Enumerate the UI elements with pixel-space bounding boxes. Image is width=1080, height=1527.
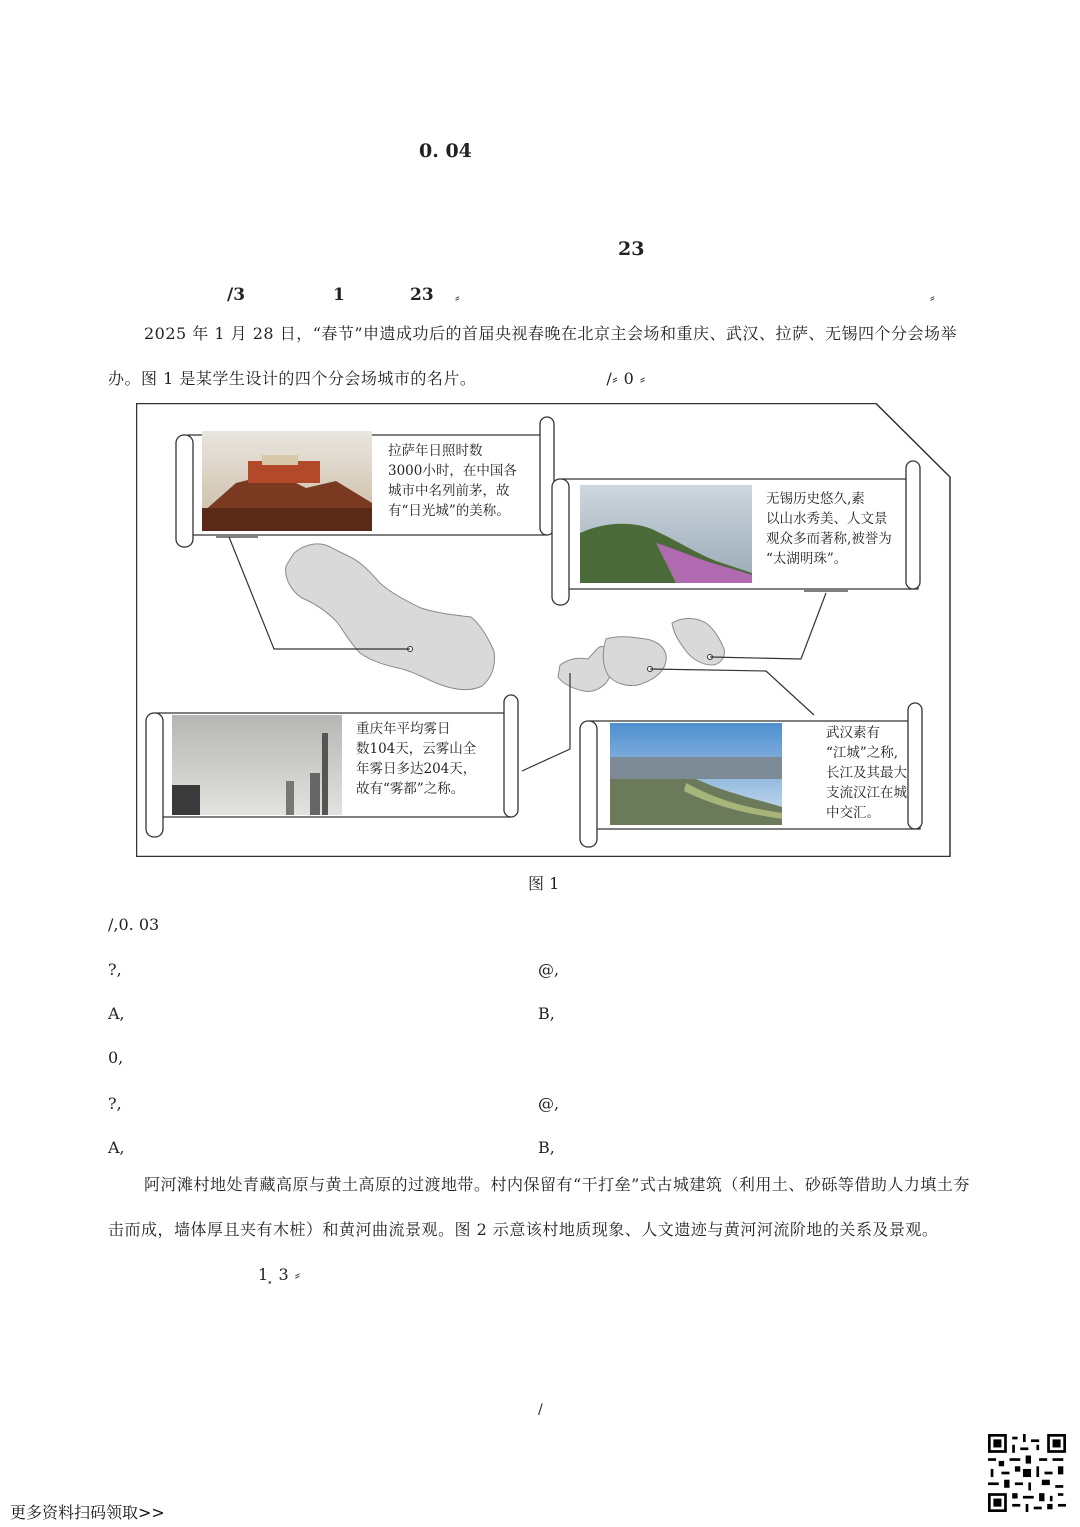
wuxi-text-line: 以山水秀美、人文景 xyxy=(766,511,888,527)
qr-code[interactable] xyxy=(988,1434,1066,1512)
card-lhasa xyxy=(176,417,554,547)
card-wuhan xyxy=(580,703,922,847)
wuhan-text-line: 长江及其最大 xyxy=(826,765,907,781)
page-number: / xyxy=(538,1402,543,1418)
card-wuxi xyxy=(552,461,920,605)
chongqing-text-line: 重庆年平均雾日 xyxy=(356,721,451,737)
option-row-1-left: ?, xyxy=(108,960,122,979)
wuhan-text-line: 武汉素有 xyxy=(826,725,880,741)
chongqing-text-line: 故有“雾都”之称。 xyxy=(356,781,465,797)
passage-2 xyxy=(108,1162,978,1297)
option-row-3-left: 0, xyxy=(108,1048,124,1067)
score-line: 0. 04 xyxy=(419,140,472,162)
wuxi-text-line: 观众多而著称,被誉为 xyxy=(766,531,892,547)
wuhan-text-line: “江城”之称, xyxy=(826,745,899,761)
passage-2-text: 阿河滩村地处青藏高原与黄土高原的过渡地带。村内保留有“干打垒”式古城建筑（利用土、砂砾等借助人力填土夯击而成，墙体厚且夹有木桩）和黄河曲流景观。图 2 示意该村地质现象、人文遗迹与黄河河流阶地的关系及景观。 xyxy=(108,1175,970,1239)
lhasa-text-line: 有“日光城”的美称。 xyxy=(388,503,510,519)
intro-text: 2025 年 1 月 28 日，“春节”申遗成功后的首届央视春晚在北京主会场和重庆、武汉、拉萨、无锡四个分会场举办。图 1 是某学生设计的四个分会场城市的名片。 xyxy=(108,324,958,388)
option-row-4-right: @, xyxy=(538,1094,560,1113)
passage-2-tail: 1⸼ 3 ⸗ xyxy=(258,1265,301,1284)
chongqing-text-line: 年雾日多达204天， xyxy=(356,761,477,777)
lhasa-text-line: 拉萨年日照时数 xyxy=(388,443,483,459)
option-row-4-left: ?, xyxy=(108,1094,122,1113)
wuhan-text-line: 中交汇。 xyxy=(826,805,880,821)
lhasa-text-line: 城市中名列前茅，故 xyxy=(388,483,510,499)
lhasa-text-line: 3000小时，在中国各 xyxy=(388,463,517,479)
option-row-1-right: @, xyxy=(538,960,560,979)
figure-caption: 图 1 xyxy=(528,874,560,893)
number-line: 23 xyxy=(618,238,645,260)
chongqing-text-line: 数104天，云雾山全 xyxy=(356,741,477,757)
figure-1 xyxy=(136,403,952,857)
wuxi-text-line: 无锡历史悠久,素 xyxy=(766,491,865,507)
card-chongqing xyxy=(146,695,518,837)
footer-promo[interactable]: 更多资料扫码领取>> xyxy=(10,1503,165,1522)
question-label: /,0. 03 xyxy=(108,915,160,934)
option-row-5-right: B, xyxy=(538,1138,555,1157)
marker-a: /3 xyxy=(227,285,246,305)
wuhan-text-line: 支流汉江在城 xyxy=(826,785,907,801)
option-row-2-left: A, xyxy=(108,1004,125,1023)
marker-e: ⸗ xyxy=(930,290,935,306)
option-row-5-left: A, xyxy=(108,1138,125,1157)
marker-c: 23 xyxy=(410,285,434,305)
marker-d: ⸗ xyxy=(455,290,460,306)
marker-b: 1 xyxy=(333,285,345,305)
intro-paragraph xyxy=(108,311,978,401)
wuxi-text-line: “太湖明珠”。 xyxy=(766,551,848,567)
option-row-2-right: B, xyxy=(538,1004,555,1023)
intro-tail: /⸗ 0 ⸗ xyxy=(606,369,646,388)
